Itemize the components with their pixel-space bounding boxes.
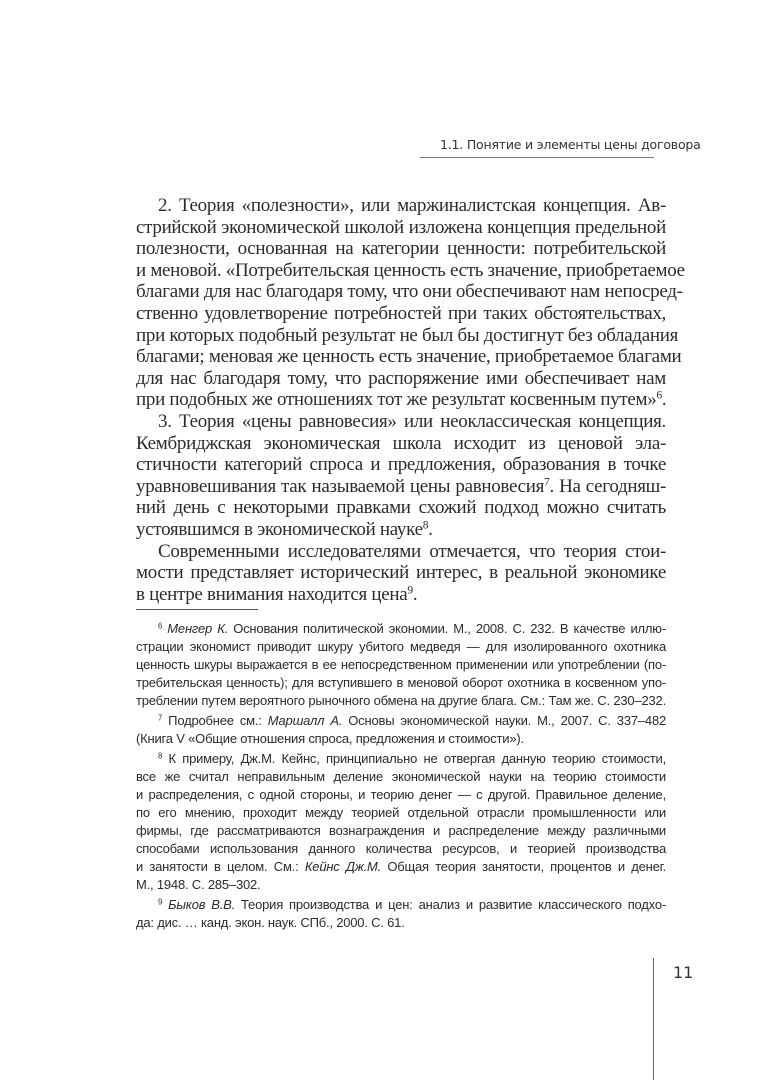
text-run: Теория производства и цен: анализ и развитие классического подхо- (235, 897, 666, 912)
text-line (136, 389, 666, 411)
author-name: Менгер К. (167, 621, 229, 636)
text-run: и распределения, с одной стороны, и теорию денег — с другой. Правильное деление, (136, 787, 666, 802)
footnote-line (136, 876, 666, 894)
text-run: полезности, основанная на категории ценности: потребительской (136, 238, 666, 260)
text-line (136, 217, 666, 239)
text-run: Общая теория занятости, процентов и денег. (381, 859, 666, 874)
text-run: для нас благодаря тому, что распоряжение ими обеспечивает нам (136, 367, 666, 389)
text-run: страции экономист приводит шкуру убитого медведя — для изолированного охотника (136, 639, 666, 654)
footnote-separator (136, 609, 258, 610)
footnote-line (136, 750, 666, 768)
text-run: 3. Теория «цены равновесия» или неоклассическая концепция. (158, 410, 666, 432)
text-run: благами для нас благодаря тому, что они обеспечивают нам непосред- (136, 281, 683, 303)
text-line (136, 433, 666, 455)
text-run: стичности категорий спроса и предложения, образования в точке (136, 454, 666, 476)
running-header-title: 1.1. Понятие и элементы цены договора (440, 137, 701, 152)
text-run: при подобных же отношениях тот же результат косвенным путем» (136, 389, 657, 411)
text-line (136, 519, 666, 541)
footnote-ref: 8 (422, 519, 429, 532)
text-line (136, 454, 666, 476)
text-run: да: дис. … канд. экон. наук. СПб., 2000. С. 61. (136, 915, 405, 930)
footnote-line (136, 804, 666, 822)
text-run: уравновешивания так называемой цены равновесия (136, 475, 545, 497)
text-run: способами использования данного количества ресурсов, и теорией производства (136, 841, 666, 856)
text-run: фирмы, где рассматриваются вознаграждения и распределение между различными (136, 823, 666, 838)
text-run: . (661, 389, 667, 411)
text-line (136, 411, 666, 433)
footnote-line (136, 840, 666, 858)
footnote-line (136, 712, 666, 730)
text-run: при которых подобный результат не был бы достигнут без обладания (136, 324, 679, 346)
text-run: Подробнее см.: (162, 713, 268, 728)
text-line (136, 584, 666, 606)
text-line (136, 497, 666, 519)
text-run: и занятости в целом. См.: (136, 859, 305, 874)
text-run: и меновой. «Потребительская ценность есть значение, приобретаемое (136, 259, 685, 281)
footnote-line (136, 620, 666, 638)
author-name: Кейнс Дж.М. (304, 859, 382, 874)
author-name: Маршалл А. (267, 713, 343, 728)
footnote-line (136, 858, 666, 876)
text-run: ний день с некоторыми правками схожий подход можно считать (136, 497, 666, 519)
text-run: К примеру, Дж.М. Кейнс, принципиально не отвергая данную теорию стоимости, (162, 751, 666, 766)
text-line (136, 259, 685, 282)
footnote-ref: 9 (158, 897, 163, 907)
text-run: Кембриджская экономическая школа исходит из ценовой эла- (136, 432, 666, 454)
footnote-ref: 7 (544, 476, 550, 489)
text-run: М., 1948. С. 285–302. (136, 877, 261, 892)
text-run: по его мнению, проходит между теорией отдельной отрасли промышленности или (136, 805, 666, 820)
main-body-text (136, 195, 685, 605)
text-run: . (412, 583, 418, 605)
text-run: (Книга V «Общие отношения спроса, предложения и стоимости»). (136, 731, 524, 746)
text-line (136, 324, 679, 347)
text-line (136, 346, 682, 368)
text-run: требительская ценность); для вступившего в меновой оборот охотника в косвенном упо- (136, 675, 666, 690)
text-run: благами; меновая же ценность есть значение, приобретаемое благами (136, 346, 682, 368)
text-line (136, 541, 666, 563)
text-run: Современными исследователями отмечается, что теория стои- (158, 540, 666, 562)
footnote-line (136, 730, 666, 748)
text-run: мости представляет исторический интерес, в реальной экономике (136, 562, 666, 584)
footnote-line (136, 656, 666, 674)
text-line (136, 195, 666, 217)
footnote-line (136, 822, 666, 840)
text-run: все же считал неправильным деление экономической науки на теорию стоимости (136, 769, 666, 784)
page-number-rule (653, 958, 654, 1080)
text-run: ценность шкуры выражается в ее непосредственном применении или употреблении (по- (136, 657, 666, 672)
text-line (136, 562, 666, 584)
text-run: в центре внимания находится цена (136, 583, 408, 605)
footnotes (136, 620, 666, 932)
text-run: стрийской экономической школой изложена концепция предельной (136, 216, 666, 238)
footnote-line (136, 674, 666, 692)
text-run: ственно удовлетворение потребностей при таких обстоятельствах, (136, 302, 666, 324)
footnote-ref: 9 (407, 584, 413, 597)
footnote-ref: 6 (656, 390, 662, 403)
footnote-line (136, 768, 666, 786)
text-run: Основания политической экономии. М., 2008. С. 232. В качестве иллю- (228, 621, 666, 636)
text-run: Основы экономической науки. М., 2007. С. 337–482 (342, 713, 667, 728)
header-rule (420, 157, 654, 158)
text-line (136, 368, 666, 390)
footnote-line (136, 896, 666, 914)
text-line (136, 281, 683, 303)
page-number: 11 (673, 963, 694, 982)
footnote-line (136, 638, 666, 656)
author-name: Быков В.В. (168, 897, 236, 912)
footnote-ref: 6 (158, 621, 163, 631)
footnote-line (136, 786, 666, 804)
footnote-line (136, 692, 666, 710)
text-run: треблении путем вероятного рыночного обмена на другие блага. См.: Там же. С. 230–232. (136, 693, 666, 708)
text-run: . На сегодняш- (549, 475, 667, 497)
text-run: 2. Теория «полезности», или маржиналистская концепция. Ав- (158, 195, 666, 216)
text-run: . (428, 518, 433, 540)
text-line (136, 238, 666, 260)
text-line (136, 303, 666, 325)
footnote-line (136, 914, 666, 932)
footnote-ref: 7 (158, 713, 163, 723)
text-line (136, 476, 666, 498)
text-run: устоявшимся в экономической науке (136, 518, 423, 540)
footnote-ref: 8 (158, 751, 163, 761)
